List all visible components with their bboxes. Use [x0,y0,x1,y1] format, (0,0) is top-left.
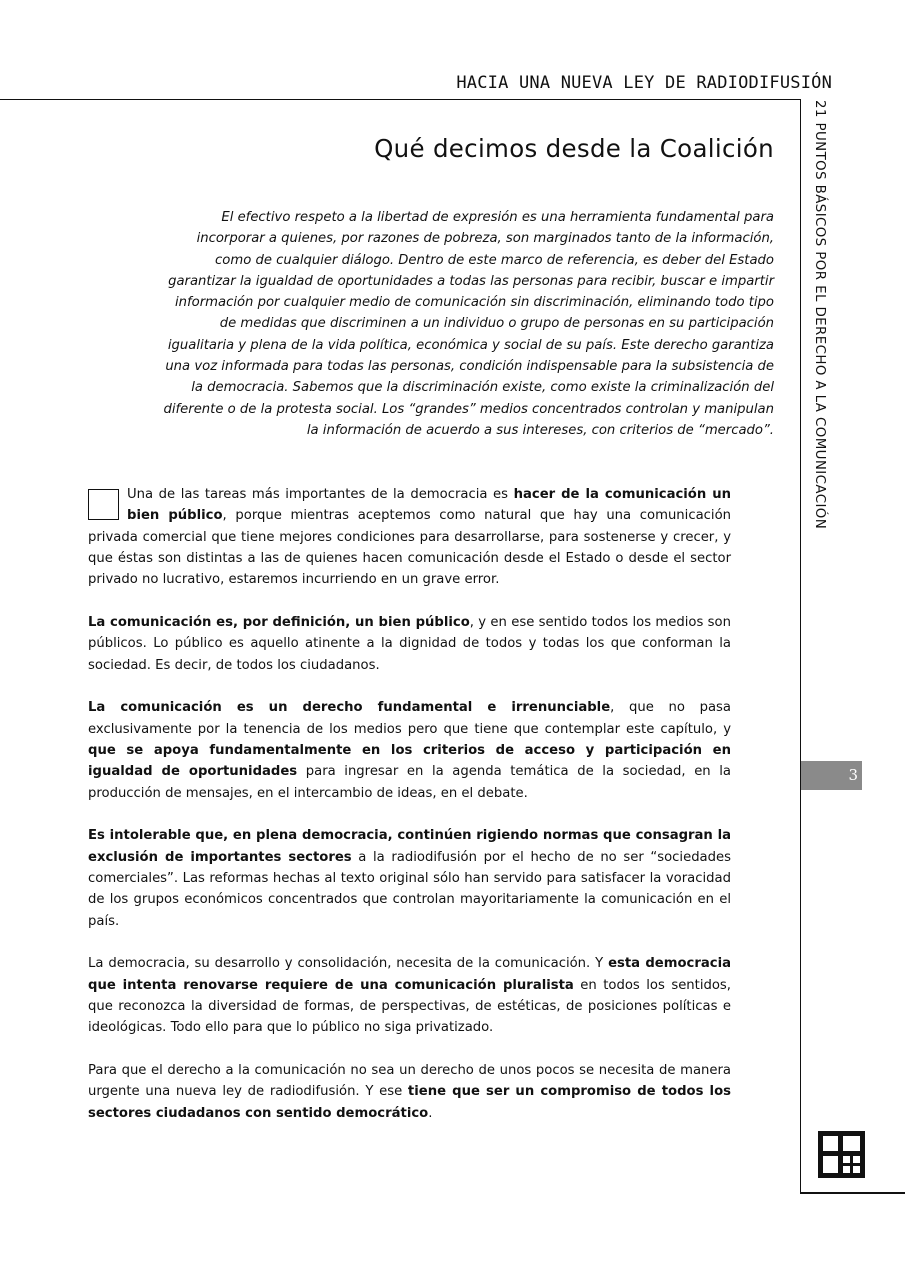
page-number: 3 [848,766,858,784]
sidebar-rule [800,99,801,1194]
intro-quote [126,207,774,441]
text-run: a la radiodifusión por el hecho de no ser “sociedades comerciales”. Las reformas hechas al texto original sólo han servido para satisfacer la voracidad de los grupos económicos concentrados que controlan mayoritariamente la comunicación en el país. [88,849,731,929]
page-number-tab [801,761,862,790]
sidebar-title: 21 PUNTOS BÁSICOS POR EL DERECHO A LA COMUNICACIÓN [812,100,827,530]
bold-run: esta democracia que intenta renovarse requiere de una comunicación pluralista [88,956,731,993]
text-run: , y en ese sentido todos los medios son públicos. Lo público es aquello atinente a la dignidad de todos y todas los que conforman la sociedad. Es decir, de todos los ciudadanos. [88,614,731,673]
intro-line: la democracia. Sabemos que la discriminación existe, como existe la criminalización del [191,380,774,396]
paragraph-3 [88,697,731,803]
text-run: para ingresar en la agenda temática de la sociedad, en la producción de mensajes, en el intercambio de ideas, en el debate. [88,764,731,801]
bold-run: hacer de la comunicación un bien público [127,487,731,524]
bold-run: Es intolerable que, en plena democracia, continúen rigiendo normas que consagran la exclusión de importantes sectores [88,828,731,865]
text-run: , que no pasa exclusivamente por la tenencia de los medios pero que tiene que contemplar este capítulo, y [88,700,731,737]
intro-line: garantizar la igualdad de oportunidades a todas las personas para recibir, buscar e impartir [168,273,774,289]
intro-line: El efectivo respeto a la libertad de expresión es una herramienta fundamental para [221,210,774,225]
paragraph-2 [88,612,731,676]
intro-line: de medidas que discriminen a un individuo o grupo de personas en su participación [219,316,774,332]
intro-line: igualitaria y plena de la vida política, económica y social de su país. Este derecho garantiza [167,337,774,353]
body-text [88,484,731,1145]
sidebar-title-container [812,100,836,540]
text-run: Para que el derecho a la comunicación no sea un derecho de unos pocos se necesita de manera urgente una nueva ley de radiodifusión. Y ese [88,1063,731,1100]
section-title: Qué decimos desde la Coalición [374,134,774,163]
intro-line: como de cualquier diálogo. Dentro de este marco de referencia, es deber del Estado [215,252,774,268]
bold-run: La comunicación es, por definición, un bien público [88,614,470,630]
intro-line: incorporar a quienes, por razones de pobreza, son marginados tanto de la información, [196,231,774,247]
text-run: en todos los sentidos, que reconozca la diversidad de formas, de perspectivas, de estéticas, de posiciones políticas e ideológicas. Todo ello para que lo público no siga privatizado. [88,977,731,1036]
intro-line: diferente o de la protesta social. Los “grandes” medios concentrados controlan y manipulan [163,401,774,417]
footer-rule [800,1192,905,1194]
header-rule [0,99,800,100]
intro-line: la información de acuerdo a sus intereses, con criterios de “mercado”. [306,422,774,438]
text-run: , porque mientras aceptemos como natural que hay una comunicación privada comercial que tiene mejores condiciones para desarrollarse, para sostenerse y crecer, y que éstas son distintas a las de quienes hacen comunicación desde el Estado o desde el sector privado no lucrativo, estaremos incurriendo en un grave error. [88,508,731,588]
bold-run: tiene que ser un compromiso de todos los sectores ciudadanos con sentido democrático [88,1084,731,1121]
paragraph-5 [88,953,731,1038]
intro-line: información por cualquier medio de comunicación sin discriminación, eliminando todo tipo [174,295,774,311]
bold-run: que se apoya fundamentalmente en los criterios de acceso y participación en igualdad de oportunidades [88,742,731,780]
text-run: . [428,1105,433,1121]
text-run: Una de las tareas más importantes de la democracia es [127,487,514,502]
paragraph-1 [88,484,731,590]
text-run: La democracia, su desarrollo y consolidación, necesita de la comunicación. Y [88,956,609,972]
intro-line: una voz informada para todas las personas, condición indispensable para la subsistencia de [165,359,774,375]
running-header: HACIA UNA NUEVA LEY DE RADIODIFUSIÓN [456,73,832,93]
paragraph-4 [88,825,731,931]
paragraph-6 [88,1060,731,1124]
grid-logo-icon [818,1131,865,1178]
bold-run: La comunicación es un derecho fundamental e irrenunciable [88,700,611,716]
square-outline-icon [88,489,119,520]
